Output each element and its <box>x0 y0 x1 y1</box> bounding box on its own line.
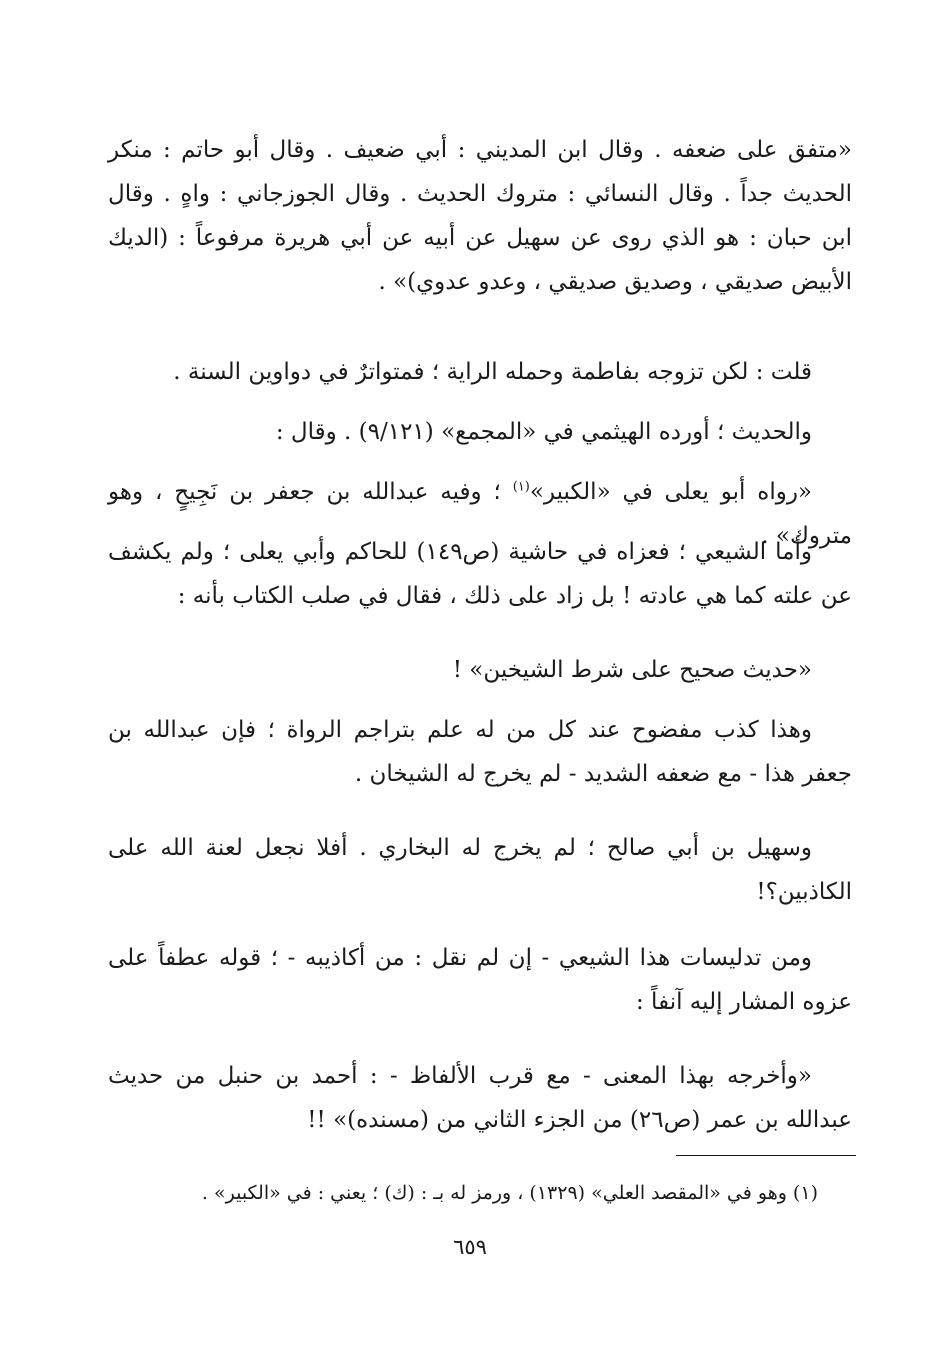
footnote: (١) وهو في «المقصد العلي» (١٣٢٩) ، ورمز له بـ : (ك) ؛ يعني : في «الكبير» . <box>201 1182 818 1204</box>
para-6-block <box>108 648 852 692</box>
footnote-divider <box>676 1155 856 1156</box>
para-2-block <box>108 350 852 394</box>
quote-paragraph: «وأخرجه بهذا المعنى - مع قرب الألفاظ - : أحمد بن حنبل من حديث عبدالله بن عمر (ص٢٦) من الجزء الثاني من (مسنده)» !! <box>108 1063 852 1133</box>
para-1-block <box>108 128 852 304</box>
body-paragraph: والحديث ؛ أورده الهيثمي في «المجمع» (٩/١٢١) . وقال : <box>275 419 812 445</box>
para-8-block <box>108 826 852 914</box>
quote-paragraph: «متفق على ضعفه . وقال ابن المديني : أبي ضعيف . وقال أبو حاتم : منكر الحديث جداً . وقال النسائي : متروك الحديث . وقال الجوزجاني : واهٍ . وقال ابن حبان : هو الذي روى عن سهيل عن أبيه عن أبي هريرة مرفوعاً : (الديك الأبيض صديقي ، وصديق صديقي ، وعدو عدوي)» . <box>108 137 852 295</box>
footnote-marker: (١) <box>512 479 530 495</box>
body-paragraph: وسهيل بن أبي صالح ؛ لم يخرج له البخاري . أفلا نجعل لعنة الله على الكاذبين؟! <box>108 835 852 905</box>
para-3-block <box>108 410 852 454</box>
para-9-block <box>108 936 852 1024</box>
quote-text-after: ؛ وفيه عبدالله بن جعفر بن نَجِيحٍ ، وهو متروك» . <box>108 479 852 549</box>
body-paragraph: وهذا كذب مفضوح عند كل من له علم بتراجم الرواة ؛ فإن عبدالله بن جعفر هذا - مع ضعفه الشديد - لم يخرج له الشيخان . <box>108 717 852 787</box>
body-paragraph: قلت : لكن تزوجه بفاطمة وحمله الراية ؛ فمتواترٌ في دواوين السنة . <box>173 359 812 385</box>
quote-text-before: «رواه أبو يعلى في «الكبير» <box>529 479 812 505</box>
body-paragraph: وأما الشيعي ؛ فعزاه في حاشية (ص١٤٩) للحاكم وأبي يعلى ؛ ولم يكشف عن علته كما هي عادته ! بل زاد على ذلك ، فقال في صلب الكتاب بأنه : <box>108 539 852 609</box>
quote-paragraph: «حديث صحيح على شرط الشيخين» ! <box>452 657 812 683</box>
para-5-block <box>108 530 852 618</box>
para-10-block <box>108 1054 852 1142</box>
para-7-block <box>108 708 852 796</box>
body-paragraph: ومن تدليسات هذا الشيعي - إن لم نقل : من أكاذيبه - ؛ قوله عطفاً على عزوه المشار إليه آنفاً : <box>108 945 852 1015</box>
page-number: ٦٥٩ <box>453 1235 487 1259</box>
